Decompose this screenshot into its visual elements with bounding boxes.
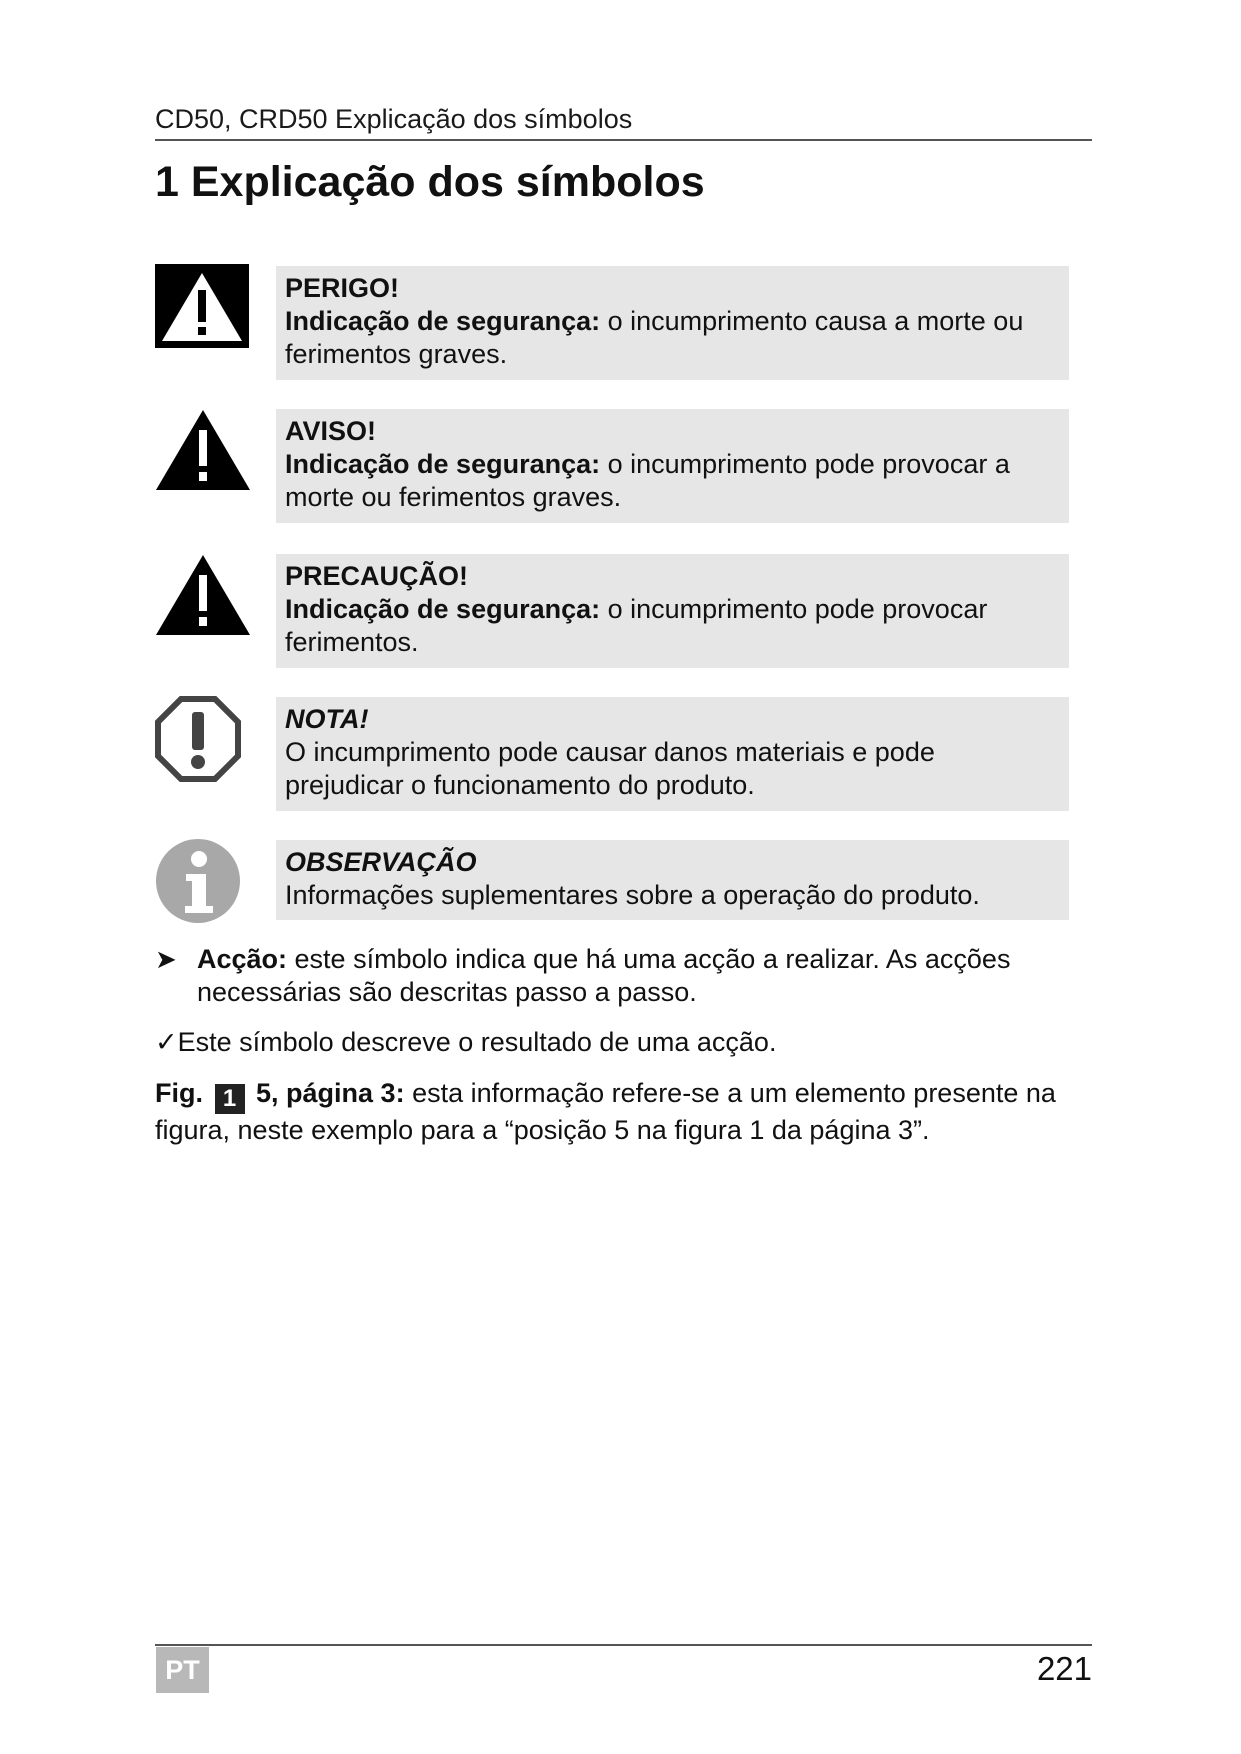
notice-heading: NOTA!	[285, 704, 369, 734]
notice-text: Informações suplementares sobre a operação do produto.	[285, 880, 980, 910]
action-text: este símbolo indica que há uma acção a realizar. As acções necessárias são descritas passo a passo.	[197, 944, 1011, 1007]
running-header: CD50, CRD50 Explicação dos símbolos	[155, 104, 633, 134]
notice-info	[276, 840, 1069, 920]
notice-label: Indicação de segurança:	[285, 449, 601, 479]
action-label: Acção:	[197, 944, 288, 974]
action-paragraph	[155, 943, 1095, 1009]
figure-number-box: 1	[215, 1084, 245, 1114]
figure-reference-text: esta informação refere-se a um elemento presente na figura, neste exemplo para a “posição 5 na figura 1 da página 3”.	[155, 1078, 1056, 1145]
notice-text: O incumprimento pode causar danos materiais e pode prejudicar o funcionamento do produto.	[285, 737, 935, 800]
warning-triangle-icon	[155, 408, 251, 492]
notice-text: o incumprimento pode provocar a morte ou ferimentos graves.	[285, 449, 1010, 512]
figure-reference-paragraph	[155, 1077, 1095, 1147]
notice-caution	[276, 554, 1069, 668]
checkmark-icon: ✓	[155, 1027, 178, 1057]
caution-triangle-icon	[155, 553, 251, 637]
notice-text: o incumprimento causa a morte ou ferimentos graves.	[285, 306, 1024, 369]
footer-divider	[155, 1644, 1092, 1646]
danger-warning-triangle-icon	[155, 264, 249, 348]
figure-label-prefix: Fig.	[155, 1078, 203, 1108]
notice-label: Indicação de segurança:	[285, 306, 601, 336]
notice-octagon-icon	[155, 696, 241, 782]
language-badge: PT	[156, 1647, 209, 1693]
notice-heading: OBSERVAÇÃO	[285, 847, 477, 877]
result-paragraph	[155, 1026, 1095, 1059]
info-circle-icon	[155, 838, 241, 924]
notice-label: Indicação de segurança:	[285, 594, 601, 624]
notice-heading: PERIGO!	[285, 273, 400, 303]
section-title: 1 Explicação dos símbolos	[155, 158, 705, 206]
figure-label-suffix: 5, página 3:	[248, 1078, 405, 1108]
notice-text: o incumprimento pode provocar ferimentos.	[285, 594, 988, 657]
notice-danger	[276, 266, 1069, 380]
notice-note	[276, 697, 1069, 811]
notice-heading: AVISO!	[285, 416, 377, 446]
result-text: Este símbolo descreve o resultado de uma acção.	[177, 1027, 777, 1057]
header-divider	[155, 139, 1092, 141]
page-number: 221	[1036, 1650, 1092, 1687]
action-arrow-icon: ➤	[155, 944, 177, 974]
notice-warning	[276, 409, 1069, 523]
notice-heading: PRECAUÇÃO!	[285, 561, 469, 591]
